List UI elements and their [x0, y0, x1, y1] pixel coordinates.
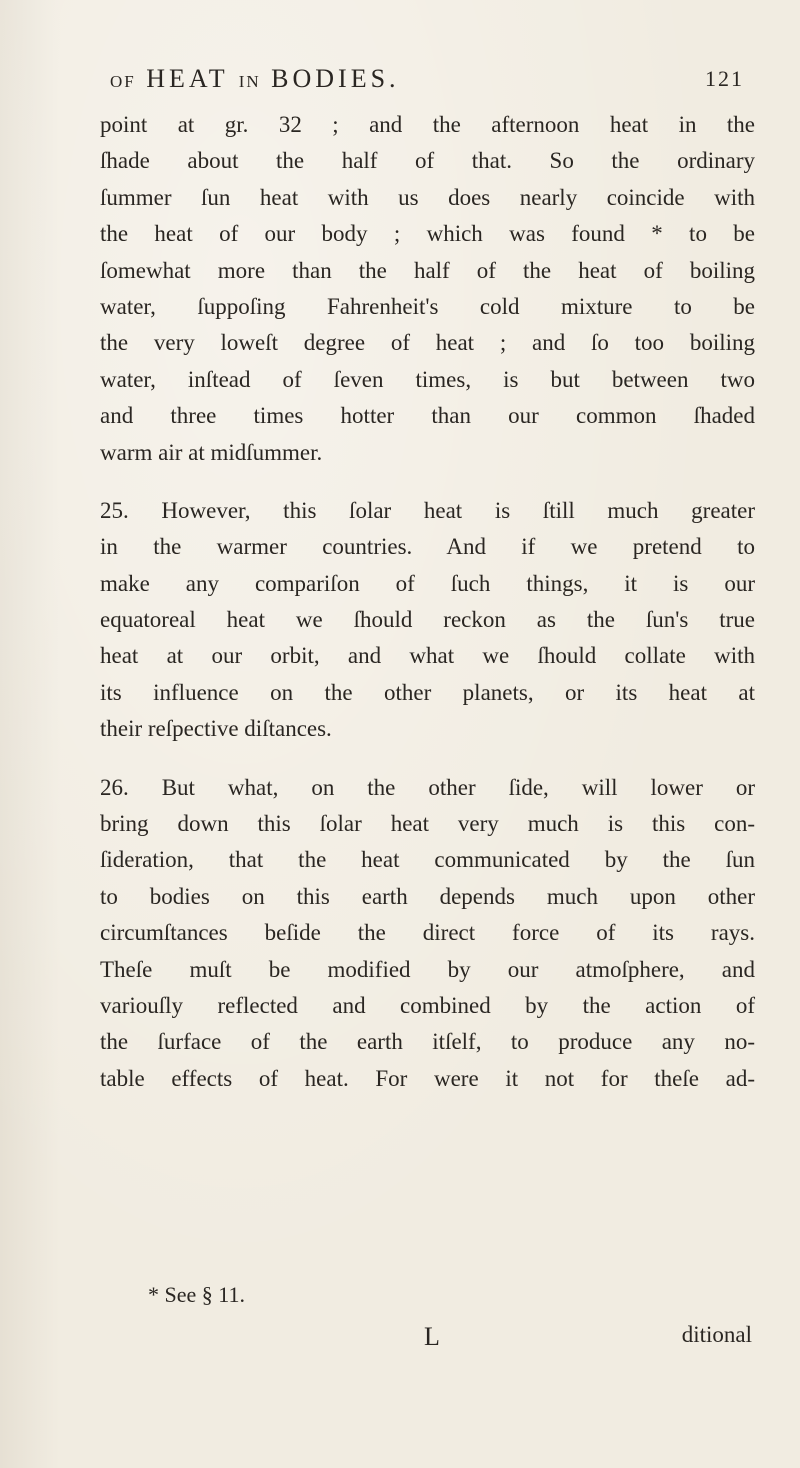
text-line: Theſe muſt be modified by our atmoſphere, and — [100, 956, 755, 982]
text-line: table effects of heat. For were it not for theſe ad- — [100, 1065, 755, 1091]
text-line: their reſpective diſtances. — [100, 716, 332, 742]
text-line: 26. But what, on the other ſide, will lower or — [100, 774, 755, 800]
text-line: to bodies on this earth depends much upon other — [100, 883, 755, 909]
text-line: the ſurface of the earth itſelf, to produce any no- — [100, 1029, 755, 1055]
text-line: its influence on the other planets, or its heat at — [100, 679, 755, 705]
text-line: and three times hotter than our common ſhaded — [100, 403, 755, 429]
text-line: variouſly reflected and combined by the action of — [100, 992, 755, 1018]
text-line: equatoreal heat we ſhould reckon as the ſun's true — [100, 607, 755, 633]
signature-mark: L — [424, 1322, 440, 1351]
text-line: point at gr. 32 ; and the afternoon heat in the — [100, 112, 755, 137]
text-line: the heat of our body ; which was found * to be — [100, 221, 755, 247]
running-title — [110, 64, 400, 94]
text-line: warm air at midſummer. — [100, 439, 323, 465]
text-line: ſomewhat more than the half of the heat of boiling — [100, 257, 755, 283]
text-line: ſummer ſun heat with us does nearly coincide with — [100, 184, 755, 210]
running-title-in: IN — [238, 72, 261, 91]
text-line: make any compariſon of ſuch things, it is our — [100, 570, 755, 596]
running-title-bodies: BODIES. — [271, 64, 400, 93]
paragraph-gap — [100, 748, 755, 770]
paragraph-gap — [100, 471, 755, 493]
text-line: heat at our orbit, and what we ſhould collate with — [100, 643, 755, 669]
page-header — [0, 64, 800, 104]
page-number: 121 — [705, 66, 744, 91]
text-line: in the warmer countries. And if we pretend to — [100, 534, 755, 560]
text-line: bring down this ſolar heat very much is this con- — [100, 811, 755, 837]
running-title-of: OF — [110, 72, 136, 91]
text-line: 25. However, this ſolar heat is ſtill much greater — [100, 497, 755, 523]
text-line: water, ſuppoſing Fahrenheit's cold mixture to be — [100, 293, 755, 319]
catchword: ditional — [681, 1322, 752, 1347]
text-line: the very loweſt degree of heat ; and ſo too boiling — [100, 330, 755, 356]
text-line: water, inſtead of ſeven times, is but between two — [100, 366, 755, 392]
running-title-heat: HEAT — [146, 64, 229, 93]
body-text — [100, 107, 755, 1097]
text-line: circumſtances beſide the direct force of its rays. — [100, 920, 755, 946]
text-line: ſideration, that the heat communicated by the ſun — [100, 847, 755, 873]
footnote: * See § 11. — [148, 1282, 245, 1307]
text-line: ſhade about the half of that. So the ordinary — [100, 148, 755, 174]
